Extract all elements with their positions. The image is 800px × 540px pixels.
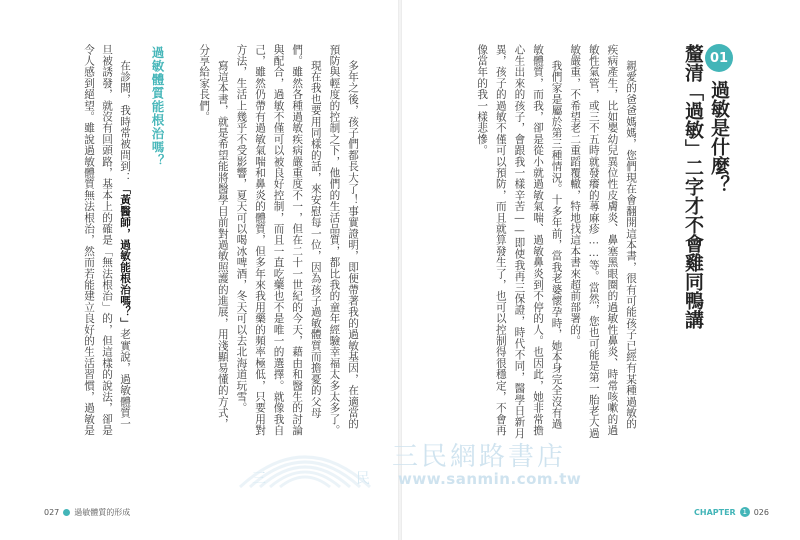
left-page-number: 027	[44, 508, 60, 517]
watermark-char-right: 民	[356, 471, 370, 487]
right-text-column: 敏嚴重，不希望老二重蹈覆轍，特地找這本書來超前部署的。	[569, 44, 582, 347]
watermark-url: www.sanmin.com.tw	[398, 470, 582, 488]
left-text-column: 多年之後，孩子們都長大了！事實證明，即便帶著我的過敏基因，在適當的	[347, 60, 359, 430]
right-text-column: 異，孩子的過敏不僅可以預防，而且就算發生了，也可以控制得很穩定，不會再	[494, 44, 507, 436]
left-text-column: 們。雖然各種過敏疾病嚴重度不一，但在二十一世紀的今天，藉由和醫生的討論	[291, 44, 304, 436]
left-text-column: 寫這本書，就是希望能將醫學目前對過敏照護的進展，用淺顯易懂的方式，	[216, 60, 229, 430]
chapter-title-line1: 過敏是什麼？	[708, 80, 730, 194]
footer-dot-icon	[63, 509, 70, 516]
left-footer	[44, 507, 130, 518]
chapter-number-badge: 01	[705, 44, 733, 72]
section-title: 過敏體質能根治嗎？	[150, 46, 165, 168]
watermark-char-left: 三	[252, 471, 266, 487]
left-text-column: 己，雖然仍帶有過敏氣喘和鼻炎的體質，但多年來我用藥的頻率極低，只要用對	[254, 44, 266, 436]
left-text-column: 方法，生活上幾乎不受影響，夏天可以喝冰啤酒，冬天可以去北海道玩雪。	[235, 44, 248, 414]
chapter-num-icon: 1	[740, 507, 750, 517]
watermark-name: 三民網路書店	[392, 442, 567, 472]
section-text-col-1: 在診間，我時常被問到：「黃醫師，過敏能根治嗎？」老實說，過敏體質一	[119, 60, 131, 430]
left-running-title: 過敏體質的形成	[74, 508, 131, 517]
right-text-column: 心生出來的孩子，會跟我一樣辛苦——即使我再三保證，時代不同，醫學日新月	[513, 44, 526, 439]
left-text-column: 現在我也要用同樣的話，來安慰每一位，因為孩子過敏體質而擔憂的父母	[309, 60, 322, 419]
chapter-label: CHAPTER	[694, 507, 736, 517]
right-text-column: 敏體質，而我，卻是從小就過敏氣喘、過敏鼻炎到不停的人。也因此，她非常擔	[532, 44, 544, 436]
section-text-col-2: 旦被誘發，就沒有回頭路，基本上的確是「無法根治」的，但這樣的說法，卻是	[101, 44, 113, 436]
right-footer	[694, 507, 769, 517]
right-page-number: 026	[753, 507, 769, 517]
left-text-column: 分享給家長們。	[198, 44, 211, 123]
left-text-column: 預防與輕度的控制之下，他們的生活品質，都比我的童年經驗幸福太多太多了。	[328, 44, 341, 436]
right-text-column: 疾病產生，比如嬰幼兒異位性皮膚炎、鼻塞黑眼圈的過敏性鼻炎、時常咳嗽的過	[606, 44, 619, 436]
section-text-col-3: 令人感到絕望。雖說過敏體質無法根治，然而若能建立良好的生活習慣，過敏是	[83, 44, 95, 436]
right-text-column: 我們家是屬於第三種情況。十多年前，當我老婆懷孕時，她本身完全沒有過	[550, 60, 563, 430]
right-text-column: 敏性氣管，或三不五時就發癢的蕁麻疹……等。當然，您也可能是第一胎老大過	[587, 44, 600, 439]
left-text-column: 與配合，過敏不僅可以被良好控制，而且一直吃藥也不是唯一的選擇。就像我自	[272, 44, 285, 436]
right-text-column: 像當年的我一樣悲慘。	[476, 44, 489, 156]
chapter-title-line2: 釐清「過敏」二字才不會雞同鴨講	[682, 44, 704, 329]
right-text-column: 親愛的爸爸媽媽，您們現在會翻開這本書，很有可能孩子已經有某種過敏的	[625, 60, 637, 430]
